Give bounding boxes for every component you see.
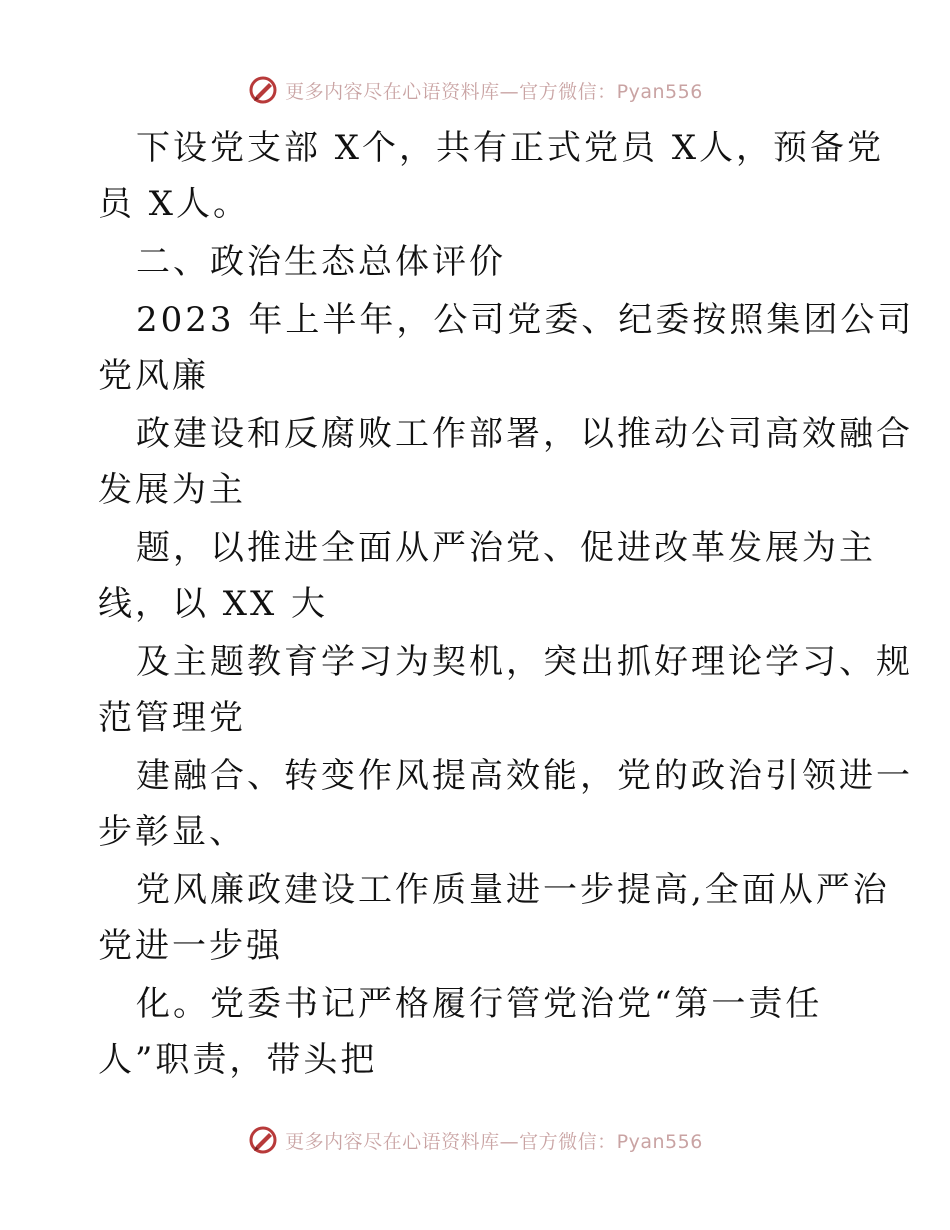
- text-line: 党进一步强: [98, 926, 283, 966]
- footer-watermark-text: 更多内容尽在心语资料库—官方微信：Pyan556: [285, 1130, 703, 1153]
- pen-seal-logo-icon: [247, 74, 279, 106]
- text-line: 题，以推进全面从严治党、促进改革发展为主: [136, 528, 876, 568]
- text-line: 范管理党: [98, 698, 246, 738]
- text-line: 建融合、转变作风提高效能，党的政治引领进一: [136, 756, 913, 796]
- header-watermark: [0, 72, 950, 108]
- section-heading: 二、政治生态总体评价: [136, 242, 506, 282]
- text-line: 党风廉: [98, 356, 209, 396]
- text-line: 员 X人。: [98, 184, 251, 224]
- text-line: 党风廉政建设工作质量进一步提高,全面从严治: [136, 870, 890, 910]
- text-line: 2023 年上半年，公司党委、纪委按照集团公司: [136, 300, 915, 340]
- pen-seal-logo-icon: [247, 1124, 279, 1156]
- text-line: 人”职责，带头把: [98, 1040, 378, 1080]
- header-watermark-text: 更多内容尽在心语资料库—官方微信：Pyan556: [285, 80, 703, 103]
- text-line: 步彰显、: [98, 812, 246, 852]
- text-line: 下设党支部 X个，共有正式党员 X人，预备党: [136, 128, 885, 168]
- text-line: 化。党委书记严格履行管党治党“第一责任: [136, 984, 823, 1024]
- text-line: 政建设和反腐败工作部署，以推动公司高效融合: [136, 414, 913, 454]
- text-line: 发展为主: [98, 470, 246, 510]
- text-line: 线，以 XX 大: [98, 584, 329, 624]
- text-line: 及主题教育学习为契机，突出抓好理论学习、规: [136, 642, 913, 682]
- footer-watermark: [0, 1122, 950, 1158]
